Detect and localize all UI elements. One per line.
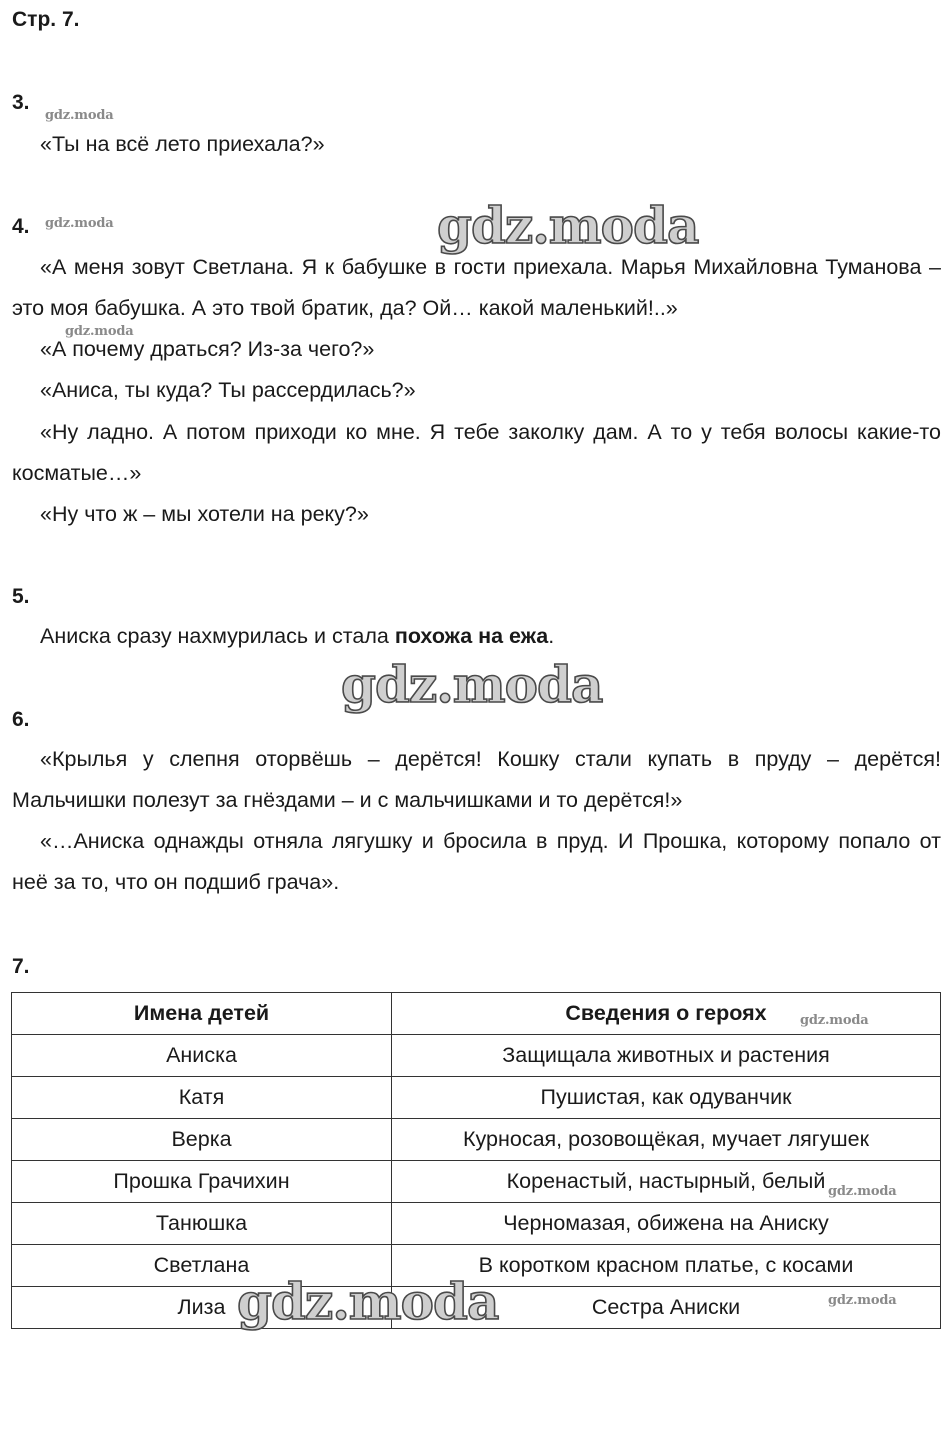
table-cell-name: Прошка Грачихин	[12, 1161, 392, 1203]
watermark-small: gdz.moda	[45, 108, 114, 123]
task-5-number: 5.	[12, 585, 30, 608]
task-4-paragraph-5: «Ну что ж – мы хотели на реку?»	[40, 502, 369, 526]
task-4-paragraph-2: «А почему драться? Из-за чего?»	[40, 337, 375, 361]
table-cell-name: Верка	[12, 1119, 392, 1161]
task-4-paragraph-4: «Ну ладно. А потом приходи ко мне. Я тебе заколку дам. А то у тебя волосы какие-то косматые…»	[12, 420, 941, 485]
task-7-number: 7.	[12, 955, 30, 978]
table-cell-info: Черномазая, обижена на Аниску	[392, 1203, 941, 1245]
watermark-small: gdz.moda	[45, 216, 114, 231]
table-cell-info: Коренастый, настырный, белый	[392, 1161, 941, 1203]
task-5-text: Аниска сразу нахмурилась и стала	[40, 624, 395, 648]
table-cell-info: В коротком красном платье, с косами	[392, 1245, 941, 1287]
watermark-small: gdz.moda	[828, 1293, 897, 1308]
watermark-large: gdz.moda	[437, 196, 699, 255]
task-5-period: .	[548, 624, 555, 648]
table-row	[12, 1035, 941, 1077]
task-6-number: 6.	[12, 708, 30, 731]
table-header-info: Сведения о героях	[392, 993, 941, 1035]
table-row	[12, 1119, 941, 1161]
task-4-paragraph-3: «Аниса, ты куда? Ты рассердилась?»	[40, 378, 416, 402]
watermark-small: gdz.moda	[800, 1013, 869, 1028]
watermark-small: gdz.moda	[65, 324, 134, 339]
table-row	[12, 1203, 941, 1245]
table-cell-name: Лиза	[12, 1287, 392, 1329]
watermark-small: gdz.moda	[828, 1184, 897, 1199]
table-cell-info: Сестра Аниски	[392, 1287, 941, 1329]
table-cell-name: Светлана	[12, 1245, 392, 1287]
table-cell-info: Курносая, розовощёкая, мучает лягушек	[392, 1119, 941, 1161]
page-title: Стр. 7.	[12, 8, 80, 31]
table-row	[12, 1077, 941, 1119]
task-4-paragraph-1: «А меня зовут Светлана. Я к бабушке в гости приехала. Марья Михайловна Туманова – это моя бабушка. А это твой братик, да? Ой… какой маленький!..»	[12, 255, 941, 320]
table-cell-name: Танюшка	[12, 1203, 392, 1245]
task-5-sentence	[40, 616, 554, 657]
table-header-names: Имена детей	[12, 993, 392, 1035]
task-6-paragraph-2: «…Аниска однажды отняла лягушку и бросила в пруд. И Прошка, которому попало от неё за то, что он подшиб грача».	[12, 829, 941, 894]
watermark-large: gdz.moda	[341, 655, 603, 714]
table-cell-name: Катя	[12, 1077, 392, 1119]
task-3-quote: «Ты на всё лето приехала?»	[40, 132, 325, 156]
task-6-paragraph-1: «Крылья у слепня оторвёшь – дерётся! Кошку стали купать в пруду – дерётся! Мальчишки полезут за гнёздами – и с мальчишками и то дерётся!»	[12, 747, 941, 812]
table-cell-info: Защищала животных и растения	[392, 1035, 941, 1077]
table-cell-name: Аниска	[12, 1035, 392, 1077]
watermark-large: gdz.moda	[237, 1272, 499, 1331]
task-4-number: 4.	[12, 215, 30, 238]
table-row	[12, 1161, 941, 1203]
table-cell-info: Пушистая, как одуванчик	[392, 1077, 941, 1119]
task-3-number: 3.	[12, 91, 30, 114]
task-5-bold-phrase: похожа на ежа	[394, 624, 549, 648]
